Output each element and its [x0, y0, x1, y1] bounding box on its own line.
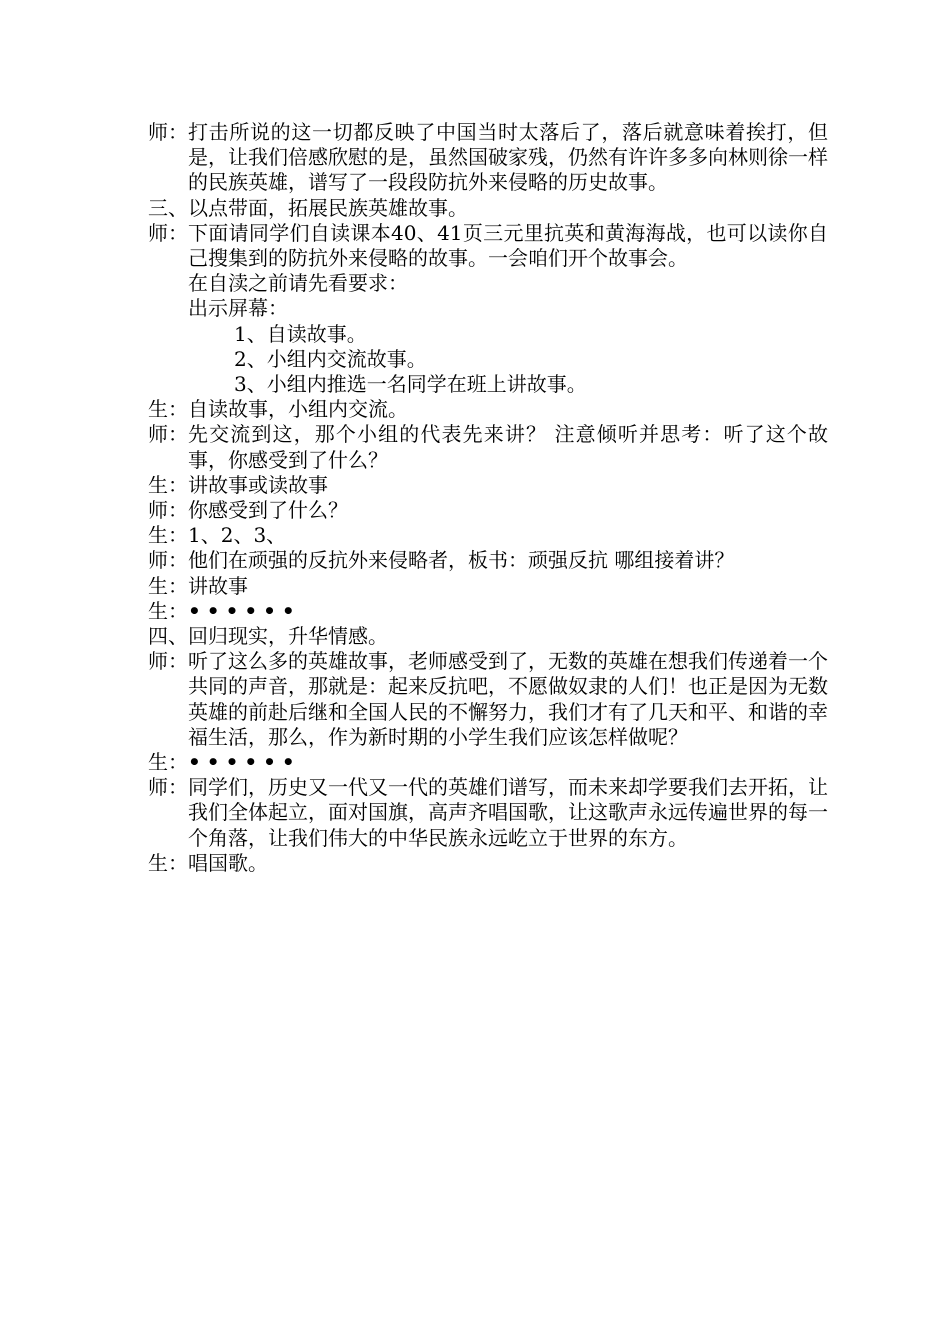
- dialogue-line: [148, 649, 828, 750]
- dialogue-line: [148, 574, 828, 599]
- requirement-item: 1、自读故事。: [234, 321, 367, 346]
- dialogue-line: [148, 548, 828, 573]
- dialogue-text: 你感受到了什么？: [188, 498, 348, 523]
- dialogue-line: [148, 775, 828, 851]
- speaker-label: 生：: [148, 598, 188, 623]
- speaker-label: 师：: [148, 422, 188, 447]
- speaker-label: 生：: [148, 573, 188, 598]
- dialogue-line: [148, 750, 828, 775]
- dialogue-line: [148, 221, 828, 271]
- speaker-label: 生：: [148, 850, 188, 875]
- speaker-label: 师：: [148, 649, 188, 674]
- speaker-label: 生：: [148, 523, 188, 548]
- dialogue-text: 同学们，历史又一代又一代的英雄们谱写，而未来却学要我们去开拓，让我们全体起立，面对国旗，高声齐唱国歌，让这歌声永远传遍世界的每一个角落，让我们伟大的中华民族永远屹立于世界的东方。: [188, 775, 828, 850]
- dialogue-text: 打击所说的这一切都反映了中国当时太落后了，落后就意味着挨打，但是，让我们倍感欣慰的是，虽然国破家残，仍然有许许多多向林则徐一样的民族英雄，谱写了一段段防抗外来侵略的历史故事。: [188, 120, 828, 195]
- dialogue-text: 1、2、3、: [188, 523, 287, 548]
- dialogue-text: 下面请同学们自读课本40、41页三元里抗英和黄海海战，也可以读你自己搜集到的防抗外来侵略的故事。一会咱们开个故事会。: [188, 220, 828, 271]
- speaker-label: 生：: [148, 472, 188, 497]
- dialogue-text: 他们在顽强的反抗外来侵略者，板书：顽强反抗 哪组接着讲？: [188, 548, 735, 573]
- ellipsis-dots: ••••••: [188, 750, 301, 775]
- speaker-label: 师：: [148, 775, 188, 800]
- dialogue-line: [148, 422, 828, 472]
- dialogue-line: [148, 523, 828, 548]
- requirement-item: 2、小组内交流故事。: [234, 346, 427, 371]
- section-heading: 三、以点带面，拓展民族英雄故事。: [148, 195, 468, 220]
- requirement-item: 3、小组内推选一名同学在班上讲故事。: [234, 372, 587, 397]
- sub-line: 在自渎之前请先看要求：: [188, 271, 408, 296]
- dialogue-text: 讲故事: [188, 573, 248, 598]
- speaker-label: 师：: [148, 498, 188, 523]
- dialogue-line: [148, 473, 828, 498]
- sub-line: 出示屏幕：: [188, 296, 288, 321]
- section-heading: 四、回归现实，升华情感。: [148, 624, 388, 649]
- speaker-label: 生：: [148, 397, 188, 422]
- dialogue-text: 先交流到这，那个小组的代表先来讲？ 注意倾听并思考：听了这个故事，你感受到了什么？: [188, 422, 828, 472]
- speaker-label: 生：: [148, 750, 188, 775]
- speaker-label: 师：: [148, 120, 188, 144]
- dialogue-text: 唱国歌。: [188, 850, 268, 875]
- dialogue-line: [148, 120, 828, 196]
- dialogue-line: [148, 498, 828, 523]
- dialogue-text: 听了这么多的英雄故事，老师感受到了，无数的英雄在想我们传递着一个共同的声音，那就是：起来反抗吧，不愿做奴隶的人们！也正是因为无数英雄的前赴后继和全国人民的不懈努力，我们才有了几天和平、和谐的幸福生活，那么，作为新时期的小学生我们应该怎样做呢？: [188, 649, 828, 749]
- speaker-label: 师：: [148, 220, 188, 245]
- speaker-label: 师：: [148, 548, 188, 573]
- dialogue-line: [148, 599, 828, 624]
- dialogue-text: 自读故事，小组内交流。: [188, 397, 408, 422]
- dialogue-text: 讲故事或读故事: [188, 472, 328, 497]
- ellipsis-dots: ••••••: [188, 598, 301, 623]
- dialogue-line: [148, 851, 828, 876]
- dialogue-line: [148, 397, 828, 422]
- document-body: [148, 120, 828, 876]
